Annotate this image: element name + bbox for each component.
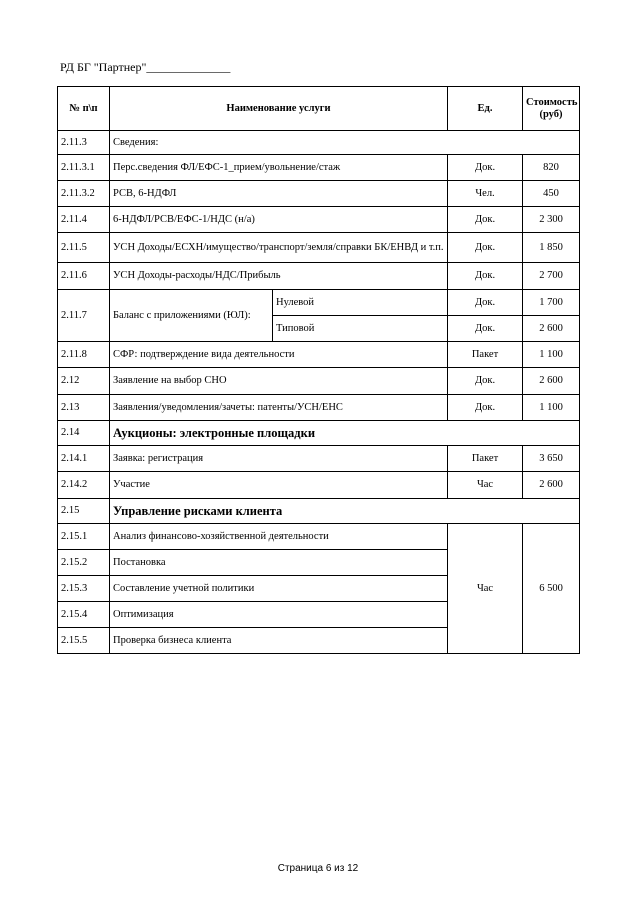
row-service: Заявка: регистрация [110, 446, 448, 472]
price-table [57, 86, 580, 654]
row-unit: Пакет [448, 342, 523, 368]
row-service: Проверка бизнеса клиента [110, 628, 448, 654]
table-row [58, 290, 580, 316]
row-cost: 820 [523, 155, 580, 181]
table-row [58, 395, 580, 421]
row-service: Сведения: [110, 131, 580, 155]
row-service: Оптимизация [110, 602, 448, 628]
row-number: 2.15.5 [58, 628, 110, 654]
table-row [58, 263, 580, 290]
row-number: 2.15.4 [58, 602, 110, 628]
row-number: 2.11.4 [58, 207, 110, 233]
row-number: 2.14.2 [58, 472, 110, 499]
page-number: Страница 6 из 12 [277, 863, 359, 874]
section-row [58, 499, 580, 524]
column-header-service: Наименование услуги [110, 87, 448, 131]
row-service: РСВ, 6-НДФЛ [110, 181, 448, 207]
row-subtype: Нулевой [273, 290, 448, 316]
row-unit: Пакет [448, 446, 523, 472]
section-title: Управление рисками клиента [110, 499, 580, 524]
row-unit: Час [448, 472, 523, 499]
group-unit: Час [448, 524, 523, 654]
row-number: 2.15.3 [58, 576, 110, 602]
row-cost: 1 850 [523, 233, 580, 263]
table-row [58, 155, 580, 181]
row-number: 2.11.7 [58, 290, 110, 342]
section-title: Аукционы: электронные площадки [110, 421, 580, 446]
row-subtype: Типовой [273, 316, 448, 342]
row-number: 2.14 [58, 421, 110, 446]
row-cost: 450 [523, 181, 580, 207]
table-row [58, 368, 580, 395]
row-service: Заявление на выбор СНО [110, 368, 448, 395]
row-unit: Док. [448, 395, 523, 421]
table-row [58, 472, 580, 499]
row-number: 2.15 [58, 499, 110, 524]
row-number: 2.11.3.2 [58, 181, 110, 207]
row-number: 2.11.3.1 [58, 155, 110, 181]
row-number: 2.11.5 [58, 233, 110, 263]
row-cost: 2 600 [523, 316, 580, 342]
row-unit: Док. [448, 263, 523, 290]
row-number: 2.11.8 [58, 342, 110, 368]
row-cost: 1 700 [523, 290, 580, 316]
table-row [58, 181, 580, 207]
row-number: 2.15.2 [58, 550, 110, 576]
table-row [58, 233, 580, 263]
row-service: Составление учетной политики [110, 576, 448, 602]
row-unit: Чел. [448, 181, 523, 207]
row-service: УСН Доходы-расходы/НДС/Прибыль [110, 263, 448, 290]
row-cost: 2 300 [523, 207, 580, 233]
row-unit: Док. [448, 368, 523, 395]
section-row [58, 421, 580, 446]
row-service: Перс.сведения ФЛ/ЕФС-1_прием/увольнение/стаж [110, 155, 448, 181]
row-service: Участие [110, 472, 448, 499]
row-number: 2.14.1 [58, 446, 110, 472]
row-unit: Док. [448, 207, 523, 233]
table-row [58, 131, 580, 155]
row-service: Анализ финансово-хозяйственной деятельности [110, 524, 448, 550]
table-row [58, 446, 580, 472]
column-header-number: № п\п [58, 87, 110, 131]
row-service: СФР: подтверждение вида деятельности [110, 342, 448, 368]
row-service: 6-НДФЛ/РСВ/ЕФС-1/НДС (н/а) [110, 207, 448, 233]
row-number: 2.11.3 [58, 131, 110, 155]
row-service: УСН Доходы/ЕСХН/имущество/транспорт/земля/справки БК/ЕНВД и т.п. [110, 233, 448, 263]
table-header-row [58, 87, 580, 131]
table-row [58, 524, 580, 550]
row-number: 2.13 [58, 395, 110, 421]
column-header-cost: Стоимость (руб) [523, 87, 580, 131]
row-number: 2.11.6 [58, 263, 110, 290]
row-unit: Док. [448, 290, 523, 316]
row-unit: Док. [448, 233, 523, 263]
row-cost: 3 650 [523, 446, 580, 472]
row-cost: 2 700 [523, 263, 580, 290]
row-service: Баланс с приложениями (ЮЛ): [110, 290, 273, 342]
group-cost: 6 500 [523, 524, 580, 654]
row-number: 2.15.1 [58, 524, 110, 550]
row-cost: 2 600 [523, 472, 580, 499]
table-row [58, 207, 580, 233]
row-service: Постановка [110, 550, 448, 576]
company-header: РД БГ "Партнер"______________ [60, 60, 231, 74]
row-unit: Док. [448, 316, 523, 342]
row-cost: 2 600 [523, 368, 580, 395]
row-service: Заявления/уведомления/зачеты: патенты/УСН/ЕНС [110, 395, 448, 421]
row-cost: 1 100 [523, 395, 580, 421]
column-header-unit: Ед. [448, 87, 523, 131]
table-row [58, 342, 580, 368]
row-cost: 1 100 [523, 342, 580, 368]
row-unit: Док. [448, 155, 523, 181]
row-number: 2.12 [58, 368, 110, 395]
